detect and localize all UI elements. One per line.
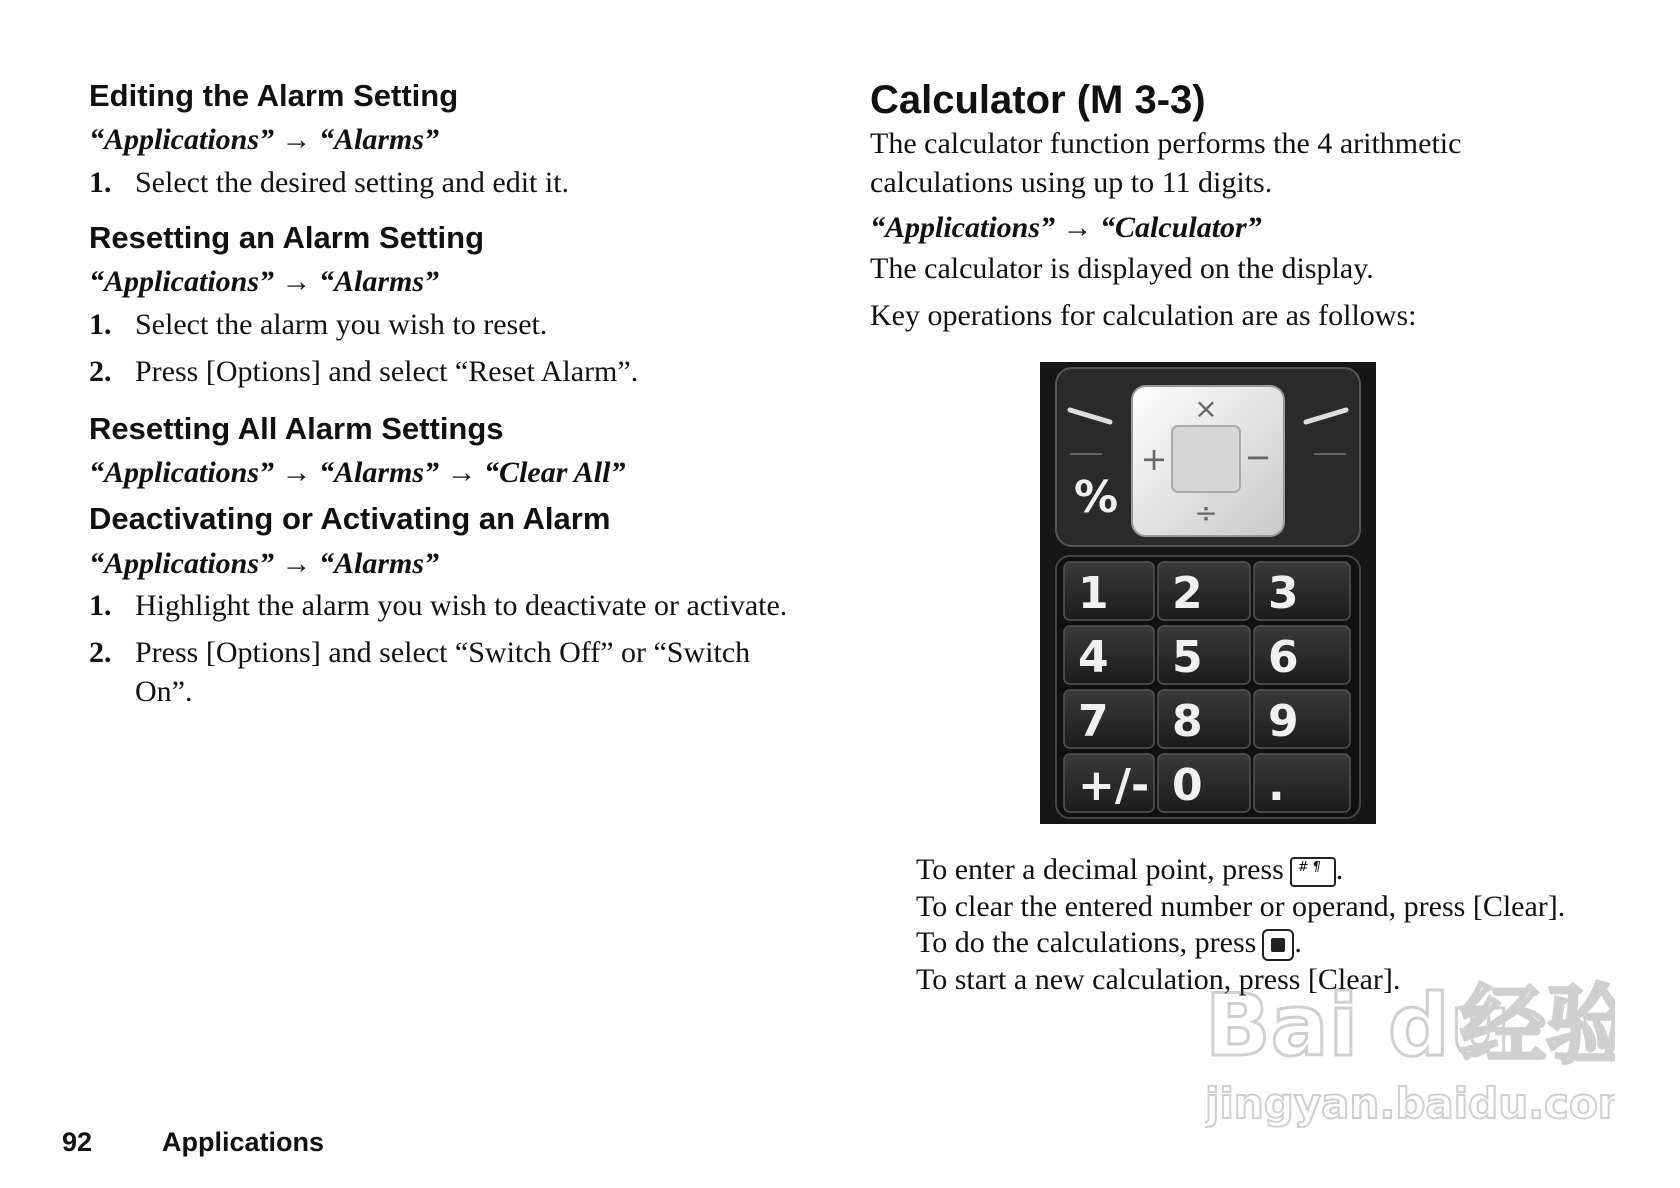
center-key bbox=[1172, 426, 1240, 492]
percent-key: % bbox=[1074, 472, 1119, 523]
watermark-url: jingyan.baidu.com bbox=[1205, 1079, 1615, 1128]
note-calculate-end: . bbox=[1294, 926, 1302, 960]
watermark-brand: Bai du bbox=[1205, 976, 1511, 1076]
keypad-key-sign: +/- bbox=[1078, 760, 1150, 811]
divide-key: ÷ bbox=[1194, 496, 1218, 529]
step-text: Press [Options] and select “Switch Off” or “Switch On”. bbox=[135, 636, 751, 709]
keypad-key-8: 8 bbox=[1172, 696, 1203, 747]
menu-path: “Applications” → “Alarms” bbox=[89, 546, 440, 580]
footer-section: Applications bbox=[162, 1127, 325, 1157]
keypad-key-3: 3 bbox=[1268, 568, 1299, 619]
step-number: 1. bbox=[89, 307, 112, 341]
section-heading: Resetting an Alarm Setting bbox=[89, 219, 485, 255]
section-heading: Editing the Alarm Setting bbox=[89, 78, 459, 113]
step-text: Select the alarm you wish to reset. bbox=[135, 307, 548, 341]
menu-path: “Applications” → “Alarms” bbox=[89, 265, 440, 299]
keypad-key-decimal: . bbox=[1268, 760, 1285, 811]
list-item bbox=[89, 163, 809, 202]
step-number: 2. bbox=[89, 354, 112, 388]
keypad-key-0: 0 bbox=[1172, 760, 1203, 811]
page-title: Calculator (M 3-3) bbox=[870, 78, 1206, 122]
step-number: 2. bbox=[89, 636, 112, 670]
note-clear: To clear the entered number or operand, press [Clear]. bbox=[916, 889, 1566, 923]
page-footer bbox=[62, 1127, 324, 1158]
intro-text: The calculator function performs the 4 arithmetic calculations using up to 11 digits. bbox=[870, 127, 1462, 199]
display-text: The calculator is displayed on the display. bbox=[870, 251, 1374, 285]
baidu-watermark bbox=[1205, 950, 1615, 1140]
note-decimal bbox=[916, 852, 1576, 889]
step-text: Highlight the alarm you wish to deactivate or activate. bbox=[135, 589, 788, 623]
step-number: 1. bbox=[89, 589, 112, 623]
step-number: 1. bbox=[89, 165, 112, 199]
step-text: Press [Options] and select “Reset Alarm”. bbox=[135, 354, 639, 388]
menu-path: “Applications” → “Calculator” bbox=[870, 211, 1262, 244]
key-operations-text: Key operations for calculation are as follows: bbox=[870, 298, 1417, 332]
calculator-svg bbox=[1040, 362, 1376, 824]
add-key: + bbox=[1140, 440, 1168, 478]
watermark-svg bbox=[1205, 950, 1615, 1140]
watermark-cn: 经验 bbox=[1460, 976, 1615, 1076]
list-item bbox=[89, 305, 809, 344]
keypad-key-4: 4 bbox=[1078, 632, 1109, 683]
keypad-key-1: 1 bbox=[1078, 568, 1109, 619]
keypad-key-7: 7 bbox=[1078, 696, 1109, 747]
subtract-key: − bbox=[1244, 438, 1272, 476]
hash-key-icon bbox=[1290, 857, 1336, 887]
note-calculate-text: To do the calculations, press bbox=[916, 926, 1257, 960]
calculator-keypad-image bbox=[1040, 362, 1376, 824]
note-decimal-text: To enter a decimal point, press bbox=[916, 853, 1284, 886]
note-decimal-end: . bbox=[1335, 853, 1344, 886]
keypad-key-5: 5 bbox=[1172, 632, 1203, 683]
section-heading: Resetting All Alarm Settings bbox=[89, 410, 504, 446]
keypad-key-6: 6 bbox=[1268, 632, 1299, 683]
section-heading: Deactivating or Activating an Alarm bbox=[89, 501, 611, 537]
list-item bbox=[89, 352, 809, 391]
list-item bbox=[89, 586, 809, 625]
keypad-key-2: 2 bbox=[1172, 568, 1203, 619]
menu-path: “Applications” → “Alarms” → “Clear All” bbox=[89, 455, 626, 489]
keypad-key-9: 9 bbox=[1268, 696, 1299, 747]
multiply-key: × bbox=[1194, 392, 1218, 425]
page-number: 92 bbox=[62, 1127, 93, 1157]
note-new-calculation: To start a new calculation, press [Clear]. bbox=[916, 962, 1401, 996]
right-column bbox=[870, 76, 1570, 335]
left-column bbox=[89, 76, 809, 711]
menu-path: “Applications” → “Alarms” bbox=[89, 123, 440, 157]
step-text: Select the desired setting and edit it. bbox=[135, 165, 570, 199]
list-item bbox=[89, 633, 809, 711]
